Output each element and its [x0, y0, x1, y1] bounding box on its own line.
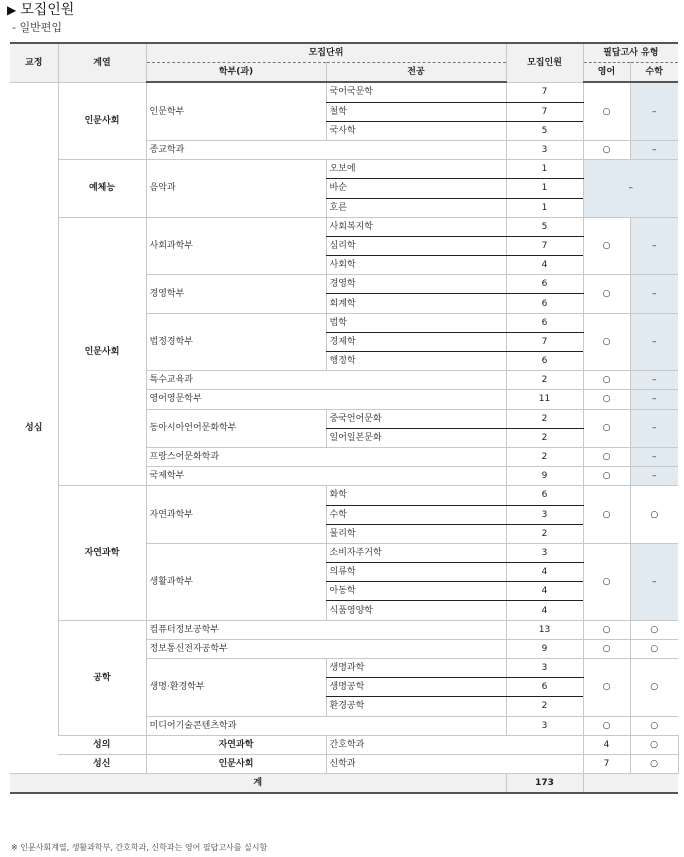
math-cell: – — [630, 82, 678, 140]
campus-cell: 성의 — [58, 735, 146, 754]
header-major: 전공 — [326, 63, 506, 83]
field-cell: 예체능 — [58, 160, 146, 218]
count-cell: 7 — [506, 82, 583, 102]
eng-cell: ○ — [630, 754, 678, 773]
eng-cell: ○ — [583, 543, 630, 620]
dept-cell: 생명·환경학부 — [146, 659, 326, 717]
dept-cell: 법정경학부 — [146, 313, 326, 371]
count-cell: 2 — [506, 697, 583, 716]
math-cell: ○ — [630, 659, 678, 717]
math-cell: – — [630, 543, 678, 620]
dept-cell: 종교학과 — [146, 140, 506, 159]
count-cell: 6 — [506, 313, 583, 332]
count-cell: 6 — [506, 352, 583, 371]
count-cell: 2 — [506, 447, 583, 466]
eng-cell: ○ — [583, 371, 630, 390]
count-cell: 4 — [506, 601, 583, 620]
header-field: 계열 — [58, 43, 146, 82]
math-cell: – — [630, 371, 678, 390]
table-row — [10, 486, 678, 505]
eng-cell: ○ — [583, 486, 630, 544]
header-campus: 교정 — [10, 43, 58, 82]
exam-cell: – — [583, 160, 678, 218]
math-cell: – — [630, 275, 678, 313]
total-empty — [583, 774, 678, 794]
math-cell: – — [630, 447, 678, 466]
field-cell: 공학 — [58, 620, 146, 735]
major-cell: 심리학 — [326, 236, 506, 255]
count-cell: 7 — [506, 236, 583, 255]
major-cell: 식품영양학 — [326, 601, 506, 620]
header-math: 수학 — [630, 63, 678, 83]
field-cell: 자연과학 — [58, 486, 146, 620]
dept-cell: 경영학부 — [146, 275, 326, 313]
major-cell: 아동학 — [326, 582, 506, 601]
count-cell: 5 — [506, 121, 583, 140]
math-cell: – — [630, 313, 678, 371]
dept-cell: 동아시아언어문화학부 — [146, 409, 326, 447]
header-count: 모집인원 — [506, 43, 583, 82]
dept-cell: 자연과학부 — [146, 486, 326, 544]
dept-cell: 국제학부 — [146, 467, 506, 486]
count-cell: 3 — [506, 140, 583, 159]
count-cell: 1 — [506, 160, 583, 179]
table-row — [10, 620, 678, 639]
dept-cell: 영어영문학부 — [146, 390, 506, 409]
section-subheading: - 일반편입 — [12, 21, 62, 34]
count-cell: 3 — [506, 716, 583, 735]
count-cell: 6 — [506, 275, 583, 294]
eng-cell: ○ — [583, 467, 630, 486]
count-cell: 1 — [506, 179, 583, 198]
eng-cell: ○ — [630, 735, 678, 754]
table-row — [10, 217, 678, 236]
total-label: 계 — [10, 774, 506, 794]
major-cell: 국사학 — [326, 121, 506, 140]
major-cell: 철학 — [326, 102, 506, 121]
dept-cell: 신학과 — [326, 754, 583, 773]
dept-cell: 인문학부 — [146, 82, 326, 140]
header-eng: 영어 — [583, 63, 630, 83]
count-cell: 3 — [506, 505, 583, 524]
major-cell: 오보에 — [326, 160, 506, 179]
major-cell: 사회복지학 — [326, 217, 506, 236]
count-cell: 9 — [506, 467, 583, 486]
table-row — [10, 82, 678, 102]
count-cell: 3 — [506, 543, 583, 562]
dept-cell: 음악과 — [146, 160, 326, 218]
count-cell: 6 — [506, 294, 583, 313]
math-cell: – — [630, 390, 678, 409]
section-heading — [7, 1, 74, 19]
count-cell: 2 — [506, 371, 583, 390]
count-cell: 2 — [506, 409, 583, 428]
table-row — [10, 754, 678, 773]
eng-cell: ○ — [583, 639, 630, 658]
dept-cell: 생활과학부 — [146, 543, 326, 620]
eng-cell: ○ — [583, 659, 630, 717]
table-row — [10, 735, 678, 754]
header-unit: 모집단위 — [146, 43, 506, 63]
major-cell: 호른 — [326, 198, 506, 217]
math-cell: – — [630, 140, 678, 159]
math-cell: ○ — [630, 620, 678, 639]
major-cell: 소비자주거학 — [326, 543, 506, 562]
admission-table — [10, 42, 678, 794]
count-cell: 7 — [583, 754, 630, 773]
major-cell: 행정학 — [326, 352, 506, 371]
total-value: 173 — [506, 774, 583, 794]
eng-cell: ○ — [583, 620, 630, 639]
field-cell: 자연과학 — [146, 735, 326, 754]
math-cell: – — [630, 409, 678, 447]
campus-cell: 성심 — [10, 82, 58, 773]
major-cell: 중국언어문화 — [326, 409, 506, 428]
major-cell: 물리학 — [326, 524, 506, 543]
math-cell: ○ — [630, 486, 678, 544]
major-cell: 경영학 — [326, 275, 506, 294]
count-cell: 2 — [506, 524, 583, 543]
dept-cell: 특수교육과 — [146, 371, 506, 390]
major-cell: 법학 — [326, 313, 506, 332]
eng-cell: ○ — [583, 82, 630, 140]
dept-cell: 컴퓨터정보공학부 — [146, 620, 506, 639]
eng-cell: ○ — [583, 140, 630, 159]
field-cell: 인문사회 — [146, 754, 326, 773]
major-cell: 경제학 — [326, 332, 506, 351]
count-cell: 13 — [506, 620, 583, 639]
major-cell: 회계학 — [326, 294, 506, 313]
count-cell: 1 — [506, 198, 583, 217]
count-cell: 9 — [506, 639, 583, 658]
major-cell: 사회학 — [326, 256, 506, 275]
math-cell: – — [630, 467, 678, 486]
count-cell: 6 — [506, 678, 583, 697]
eng-cell: ○ — [583, 275, 630, 313]
dept-cell: 간호학과 — [326, 735, 583, 754]
count-cell: 6 — [506, 486, 583, 505]
total-row — [10, 774, 678, 794]
eng-cell: ○ — [583, 447, 630, 466]
major-cell: 바순 — [326, 179, 506, 198]
table-row — [10, 160, 678, 179]
header-dept: 학부(과) — [146, 63, 326, 83]
triangle-icon: ▶ — [7, 3, 17, 17]
field-cell: 인문사회 — [58, 82, 146, 159]
major-cell: 수학 — [326, 505, 506, 524]
math-cell: ○ — [630, 639, 678, 658]
header-exam: 필답고사 유형 — [583, 43, 678, 63]
major-cell: 생명과학 — [326, 659, 506, 678]
count-cell: 11 — [506, 390, 583, 409]
heading-text: 모집인원 — [20, 2, 75, 18]
dept-cell: 사회과학부 — [146, 217, 326, 275]
math-cell: – — [630, 217, 678, 275]
footnote: ※ 인문사회계열, 생활과학부, 간호학과, 신학과는 영어 필답고사를 실시함 — [11, 843, 268, 852]
count-cell: 4 — [506, 563, 583, 582]
major-cell: 생명공학 — [326, 678, 506, 697]
eng-cell: ○ — [583, 313, 630, 371]
major-cell: 국어국문학 — [326, 82, 506, 102]
eng-cell: ○ — [583, 716, 630, 735]
count-cell: 3 — [506, 659, 583, 678]
count-cell: 4 — [506, 256, 583, 275]
eng-cell: ○ — [583, 409, 630, 447]
count-cell: 4 — [583, 735, 630, 754]
campus-cell: 성신 — [58, 754, 146, 773]
math-cell: ○ — [630, 716, 678, 735]
dept-cell: 정보통신전자공학부 — [146, 639, 506, 658]
count-cell: 7 — [506, 332, 583, 351]
dept-cell: 미디어기술콘텐츠학과 — [146, 716, 506, 735]
major-cell: 일어일본문화 — [326, 428, 506, 447]
eng-cell: ○ — [583, 217, 630, 275]
count-cell: 4 — [506, 582, 583, 601]
major-cell: 환경공학 — [326, 697, 506, 716]
eng-cell: ○ — [583, 390, 630, 409]
dept-cell: 프랑스어문화학과 — [146, 447, 506, 466]
count-cell: 5 — [506, 217, 583, 236]
major-cell: 화학 — [326, 486, 506, 505]
count-cell: 7 — [506, 102, 583, 121]
major-cell: 의류학 — [326, 563, 506, 582]
field-cell: 인문사회 — [58, 217, 146, 486]
count-cell: 2 — [506, 428, 583, 447]
